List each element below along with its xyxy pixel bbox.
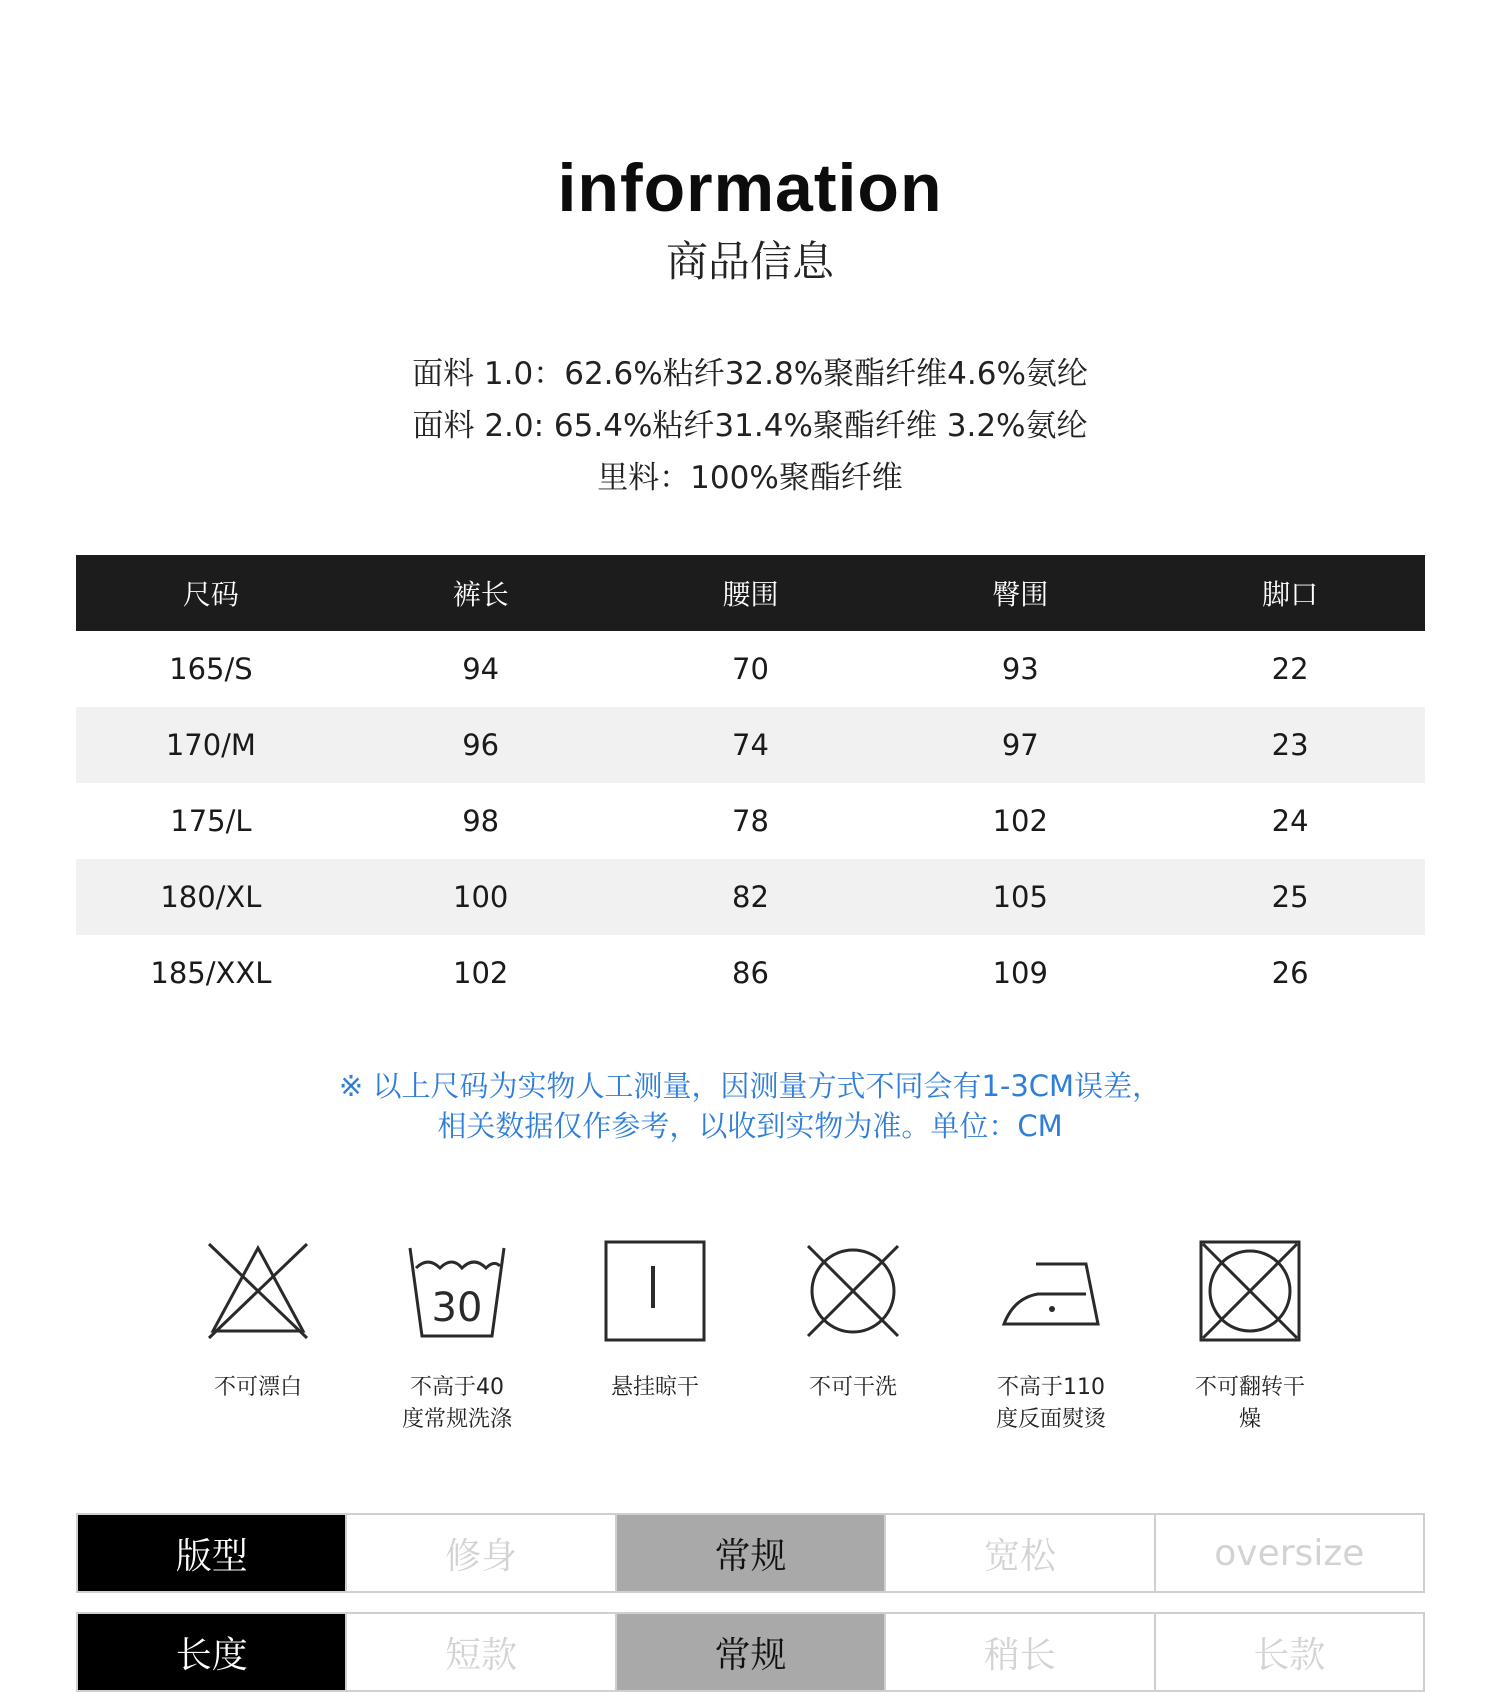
- length-option-regular[interactable]: 常规: [615, 1614, 884, 1690]
- wash-temp-badge: 30: [431, 1285, 483, 1331]
- care-label: 不可干洗: [808, 1375, 897, 1400]
- care-item-no-bleach: [173, 1236, 343, 1404]
- table-cell: 94: [462, 652, 500, 686]
- fabric-line-3: 里料：100%聚酯纤维: [597, 460, 903, 496]
- header-hip: 臀围: [885, 555, 1155, 631]
- care-label: 不高于110 度反面熨烫: [995, 1375, 1106, 1432]
- wash-30-icon: [402, 1236, 512, 1346]
- header-size: 尺码: [76, 555, 346, 631]
- table-cell: 70: [732, 652, 769, 686]
- table-cell: 25: [1155, 859, 1425, 935]
- table-cell: 78: [732, 804, 769, 838]
- care-label: 不可翻转干 燥: [1194, 1375, 1305, 1432]
- table-cell: 175/L: [170, 804, 252, 838]
- fit-option-loose[interactable]: 宽松: [884, 1515, 1153, 1591]
- length-option-long[interactable]: 长款: [1154, 1614, 1423, 1690]
- length-selector: [76, 1612, 1425, 1692]
- table-cell: 109: [992, 956, 1048, 990]
- no-dry-clean-icon: [798, 1236, 908, 1346]
- table-cell: 98: [462, 804, 500, 838]
- table-row: [76, 859, 1425, 935]
- length-option-short[interactable]: 短款: [345, 1614, 614, 1690]
- note-line-2: 相关数据仅作参考，以收到实物为准。单位：CM: [437, 1109, 1063, 1143]
- fit-option-regular[interactable]: 常规: [615, 1515, 884, 1591]
- care-label: 不高于40 度常规洗涤: [401, 1375, 512, 1432]
- care-label: 悬挂晾干: [610, 1375, 699, 1400]
- table-cell: 102: [453, 956, 509, 990]
- table-row: [76, 631, 1425, 707]
- care-item-no-dry-clean: [768, 1236, 938, 1404]
- table-cell: 93: [1001, 652, 1039, 686]
- table-cell: 82: [616, 859, 886, 935]
- page-title: information: [557, 150, 943, 226]
- no-bleach-icon: [203, 1236, 313, 1346]
- table-cell: 180/XL: [76, 859, 346, 935]
- fit-option-oversize[interactable]: oversize: [1154, 1515, 1423, 1591]
- header-hem: 脚口: [1155, 555, 1425, 631]
- table-cell: 105: [885, 859, 1155, 935]
- table-cell: 24: [1271, 804, 1309, 838]
- care-label: 不可漂白: [213, 1375, 302, 1400]
- length-label: 长度: [78, 1614, 345, 1690]
- header-waist: 腰围: [616, 555, 886, 631]
- table-cell: 100: [346, 859, 616, 935]
- size-table-header: [76, 555, 1425, 631]
- page-subtitle: 商品信息: [665, 237, 834, 286]
- table-cell: 26: [1271, 956, 1309, 990]
- care-item-hang-dry: [570, 1236, 740, 1404]
- table-row: [76, 783, 1425, 859]
- no-tumble-dry-icon: [1195, 1236, 1305, 1346]
- fabric-line-2: 面料 2.0: 65.4%粘纤31.4%聚酯纤维 3.2%氨纶: [412, 408, 1088, 444]
- table-cell: 22: [1271, 652, 1309, 686]
- table-cell: 23: [1155, 707, 1425, 783]
- table-cell: 102: [992, 804, 1048, 838]
- size-table: [76, 555, 1425, 1011]
- table-row: [76, 707, 1425, 783]
- care-item-no-tumble-dry: [1165, 1236, 1335, 1436]
- fit-label: 版型: [78, 1515, 345, 1591]
- fabric-line-1: 面料 1.0：62.6%粘纤32.8%聚酯纤维4.6%氨纶: [412, 356, 1088, 392]
- length-option-slightly-long[interactable]: 稍长: [884, 1614, 1153, 1690]
- note-line-1: ※ 以上尺码为实物人工测量，因测量方式不同会有1-3CM误差，: [338, 1069, 1162, 1103]
- table-cell: 97: [885, 707, 1155, 783]
- measurement-note: [0, 1066, 1500, 1146]
- table-cell: 185/XXL: [150, 956, 272, 990]
- hang-dry-icon: [600, 1236, 710, 1346]
- care-item-iron: [966, 1236, 1136, 1436]
- iron-low-icon: [996, 1236, 1106, 1346]
- table-cell: 170/M: [76, 707, 346, 783]
- care-item-wash-30: [372, 1236, 542, 1436]
- header-length: 裤长: [346, 555, 616, 631]
- fit-selector: [76, 1513, 1425, 1593]
- table-cell: 96: [346, 707, 616, 783]
- table-cell: 86: [732, 956, 769, 990]
- fit-option-slim[interactable]: 修身: [345, 1515, 614, 1591]
- table-row: [76, 935, 1425, 1011]
- table-cell: 74: [616, 707, 886, 783]
- fabric-composition: [0, 348, 1500, 504]
- table-cell: 165/S: [169, 652, 253, 686]
